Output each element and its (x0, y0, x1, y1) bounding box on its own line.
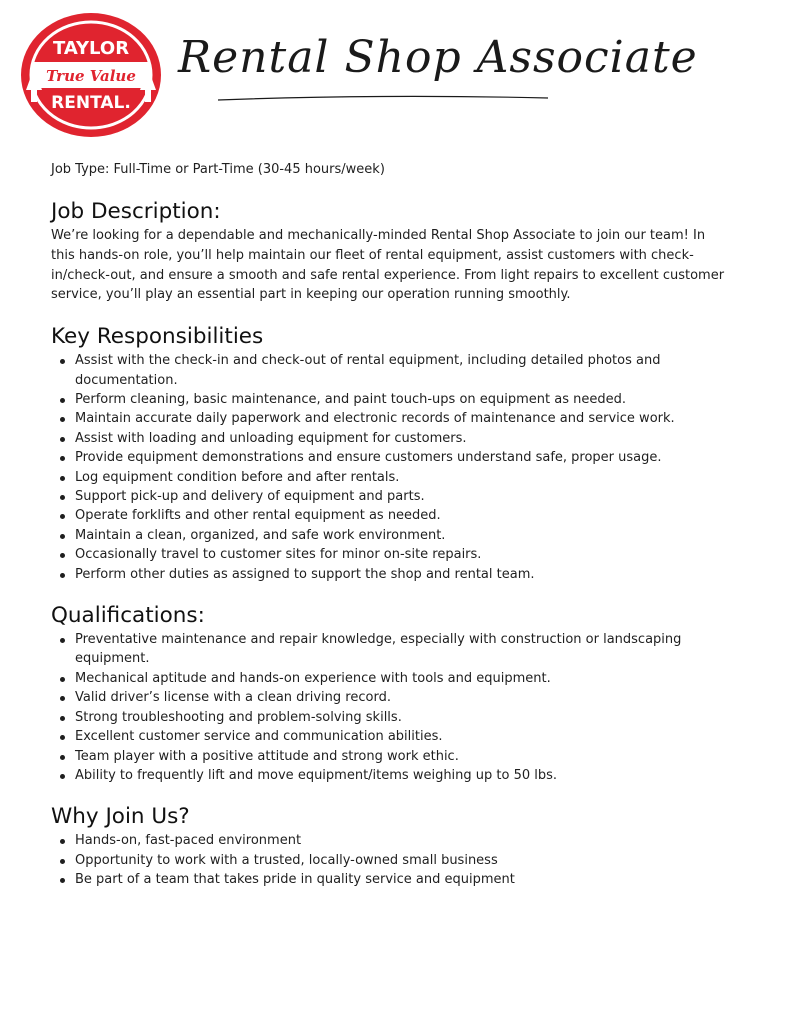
list-item: Maintain accurate daily paperwork and electronic records of maintenance and service work. (75, 409, 731, 428)
list-item: Operate forklifts and other rental equipment as needed. (75, 506, 731, 525)
qualifications-heading: Qualifications: (51, 603, 205, 629)
list-item: Perform cleaning, basic maintenance, and paint touch-ups on equipment as needed. (75, 390, 731, 409)
list-item: Hands-on, fast-paced environment (75, 831, 731, 850)
responsibilities-section (51, 323, 731, 584)
taylor-true-value-rental-logo (18, 10, 164, 140)
list-item: Team player with a positive attitude and strong work ethic. (75, 747, 731, 766)
title-flourish (178, 90, 558, 110)
list-item: Maintain a clean, organized, and safe work environment. (75, 526, 731, 545)
qualifications-section (51, 602, 731, 785)
list-item: Opportunity to work with a trusted, locally-owned small business (75, 851, 731, 870)
why-join-section (51, 803, 731, 889)
list-item: Support pick-up and delivery of equipment and parts. (75, 487, 731, 506)
job-posting-content (51, 160, 731, 908)
list-item: Preventative maintenance and repair knowledge, especially with construction or landscaping equipment. (75, 630, 731, 669)
job-description-text: We’re looking for a dependable and mechanically-minded Rental Shop Associate to join our team! In this hands-on role, you’ll help maintain our fleet of rental equipment, assist customers with check-in/check-out, and ensure a smooth and safe rental experience. From light repairs to excellent customer service, you’ll play an essential part in keeping our operation running smoothly. (51, 228, 725, 303)
job-description-heading: Job Description: (51, 199, 221, 224)
list-item: Occasionally travel to customer sites for minor on-site repairs. (75, 545, 731, 564)
page-title: Rental Shop Associate (178, 32, 698, 83)
logo-text-true-value: True Value (46, 67, 136, 85)
job-description-section (51, 198, 731, 305)
list-item: Assist with the check-in and check-out of rental equipment, including detailed photos and documentation. (75, 351, 731, 390)
responsibilities-heading: Key Responsibilities (51, 324, 264, 350)
why-join-heading: Why Join Us? (51, 804, 190, 830)
list-item: Be part of a team that takes pride in quality service and equipment (75, 870, 731, 889)
qualifications-list (51, 630, 731, 785)
logo-text-rental: RENTAL. (51, 93, 131, 113)
list-item: Valid driver’s license with a clean driving record. (75, 688, 731, 707)
list-item: Perform other duties as assigned to support the shop and rental team. (75, 565, 731, 584)
job-type: Job Type: Full-Time or Part-Time (30-45 hours/week) (51, 162, 385, 177)
list-item: Assist with loading and unloading equipment for customers. (75, 429, 731, 448)
why-join-list (51, 831, 731, 889)
list-item: Mechanical aptitude and hands-on experience with tools and equipment. (75, 669, 731, 688)
logo-text-taylor: TAYLOR (52, 38, 130, 59)
list-item: Strong troubleshooting and problem-solving skills. (75, 708, 731, 727)
list-item: Excellent customer service and communication abilities. (75, 727, 731, 746)
list-item: Log equipment condition before and after rentals. (75, 468, 731, 487)
list-item: Ability to frequently lift and move equipment/items weighing up to 50 lbs. (75, 766, 731, 785)
responsibilities-list (51, 351, 731, 584)
list-item: Provide equipment demonstrations and ensure customers understand safe, proper usage. (75, 448, 731, 467)
